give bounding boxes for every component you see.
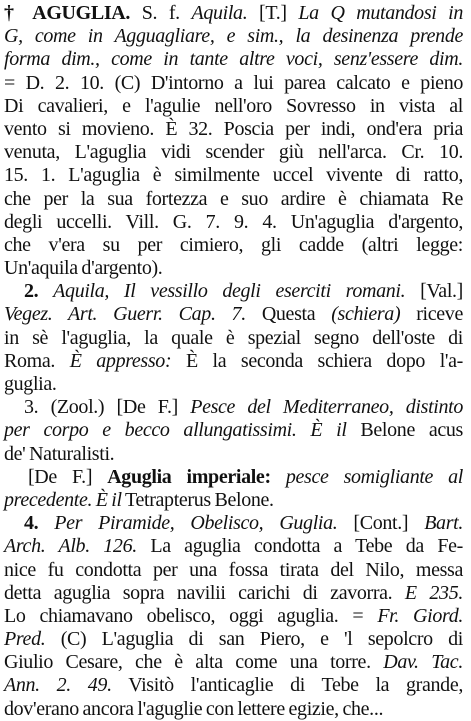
text-line: guglia. [4, 373, 57, 395]
sense-2: 2. Aquila, Il vessillo degli eserciti romani. [Val.] [24, 280, 463, 303]
sense-3: 3. (Zool.) [De F.] Pesce del Mediterraneo, distinto [24, 396, 463, 419]
sub-entry: [De F.] Aguglia imperiale: pesce somigliante al [28, 465, 464, 488]
text-line: per corpo e becco allungatissimi. È il Belone acus [4, 419, 463, 442]
text-line: che per la sua fortezza e suo ardire è chiamata Re [4, 187, 463, 210]
text-line: dov'erano ancora l'aguglie con lettere egizie, che... [4, 697, 384, 720]
text-line: Vegez. Art. Guerr. Cap. 7. Questa (schiera) riceve [4, 303, 463, 326]
text-line: de' Naturalisti. [4, 442, 115, 465]
text-line: Pred. (C) L'aguglia di san Piero, e 'l sepolcro di [4, 628, 463, 651]
definition: Aquila. [191, 2, 248, 24]
sense-4: 4. Per Piramide, Obelisco, Guglia. [Cont.] Bart. [24, 512, 463, 535]
headword: † AGUGLIA. [4, 2, 131, 24]
text-line: Un'aquila d'argento). [4, 257, 163, 280]
text-line: nice fu condotta per una fossa tirata del Nilo, messa [4, 558, 463, 581]
text-line: Giulio Cesare, che è alta come una torre. Dav. Tac. [4, 651, 463, 674]
text-line: vento si movieno. È 32. Poscia per indi, ond'era pria [4, 117, 463, 140]
text-line: Di cavalieri, e l'agulie nell'oro Sovresso in vista al [4, 94, 463, 117]
text-line: G, come in Agguagliare, e sim., la desinenza prende [4, 25, 463, 48]
text-line: = D. 2. 10. (C) D'intorno a lui parea calcato e pieno [4, 71, 463, 94]
text-line: precedente. È il Tetrapterus Belone. [4, 488, 274, 511]
text-line: Ann. 2. 49. Visitò l'anticaglie di Tebe la grande, [4, 674, 463, 697]
text-line: detta aguglia sopra navilii carichi di zavorra. E 235. [4, 581, 463, 604]
text-line: forma dim., come in tante altre voci, senz'essere dim. [4, 48, 463, 71]
text-line: in sè l'aguglia, la quale è spezial segno dell'oste di [4, 326, 463, 349]
sub-headword: Aguglia imperiale: [107, 465, 271, 488]
text-line: Roma. È appresso: È la seconda schiera dopo l'a- [4, 349, 463, 372]
text-line: Arch. Alb. 126. La aguglia condotta a Tebe da Fe- [4, 535, 463, 558]
text-line: 15. 1. L'aguglia è similmente uccel vivente di ratto, [4, 164, 463, 187]
text-line: degli uccelli. Vill. G. 7. 9. 4. Un'aguglia d'argento, [4, 210, 463, 233]
entry-headline: † AGUGLIA. S. f. Aquila. [T.] La Q mutandosi in [4, 2, 464, 24]
text-line: venuta, L'aguglia vidi scender giù nell'arca. Cr. 10. [4, 141, 463, 164]
text-line: che v'era su per cimiero, gli cadde (altri legge: [4, 233, 463, 256]
text-line: Lo chiamavano obelisco, oggi aguglia. = Fr. Giord. [4, 604, 463, 627]
